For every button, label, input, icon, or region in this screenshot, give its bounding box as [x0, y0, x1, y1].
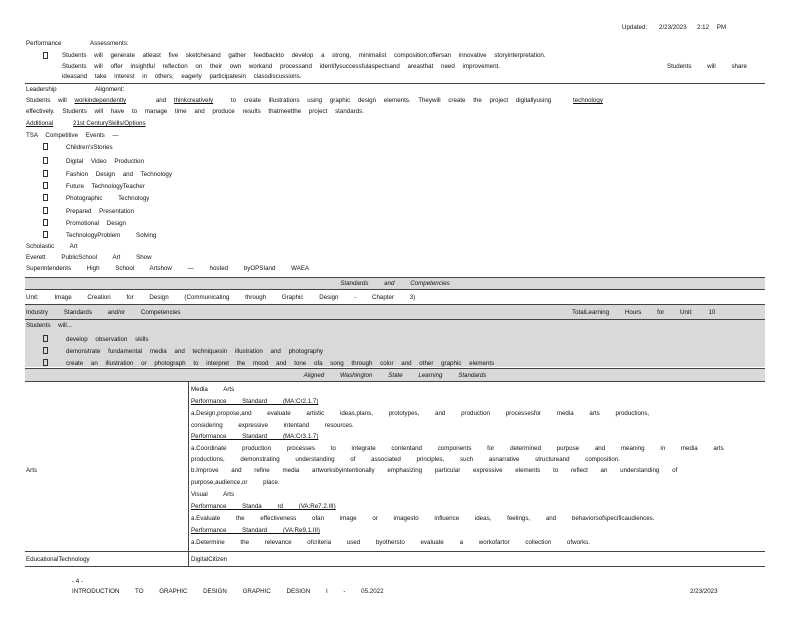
everett-art-show: Everett PublicSchool Art Show: [26, 254, 152, 261]
bullet-box-icon: [43, 359, 48, 366]
standard-text: purpose,audience,or place.: [191, 479, 280, 486]
additional-skills: 21st CenturySkills/Options: [73, 120, 146, 127]
bullet-box-icon: [43, 207, 48, 214]
footer-date: 2/23/2023: [690, 588, 718, 595]
standard-text: considering expressive intentand resources.: [191, 422, 354, 429]
tsa-item: Promotional Design: [43, 219, 126, 227]
bullet-box-icon: [43, 347, 48, 354]
bullet-box-icon: [43, 157, 48, 164]
tsa-item: Digital Video Production: [43, 157, 144, 165]
assessments-title: Assessments:: [90, 40, 129, 47]
leadership-line-1: [26, 97, 603, 104]
scholastic-art: Scholastic Art: [26, 243, 78, 250]
performance-line-2-end: Students will share: [667, 63, 747, 70]
bullet-box-icon: [43, 194, 48, 201]
visual-arts-heading: Visual Arts: [191, 491, 235, 498]
performance-standard: Performance Standard (VA:Re9.1.III): [191, 527, 320, 534]
updated-date: 2/23/2023: [659, 24, 687, 31]
performance-standard: Performance Standard (MA:Cr2.1.7): [191, 398, 319, 405]
competency-item: demonstrate fundamental media and techniquesin illustration and photography: [43, 347, 323, 355]
leadership-title: Leadership: [26, 86, 57, 93]
industry-standards-title: Industry Standards and/or Competencies: [26, 309, 181, 316]
leadership-text-u2: thinkcreatively: [173, 97, 214, 104]
divider: [25, 381, 765, 382]
standards-title: Standards and Competencies: [340, 280, 450, 287]
tsa-item: TechnologyProblem Solving: [43, 231, 156, 239]
divider: [25, 277, 765, 278]
leadership-text-c: to create illustrations using graphic design elements. Theywill create the project digitallyusing: [230, 97, 552, 104]
divider: [25, 83, 765, 84]
tsa-item: Prepared Presentation: [43, 207, 134, 215]
edtech-value: DigitalCitizen: [191, 556, 228, 563]
tsa-item: Children'sStories: [43, 143, 113, 151]
bullet-box-icon: [43, 231, 48, 238]
leadership-text-u3: technology: [572, 97, 603, 104]
unit-line: Unit: Image Creation for Design (Communicating through Graphic Design - Chapter 3): [26, 294, 416, 301]
aligned-title: Aligned Washington State Learning Standards: [303, 372, 487, 379]
updated-time: 2:12 PM: [697, 24, 727, 31]
bullet-box-icon: [43, 335, 48, 342]
standard-text: a.Coordinate production processes to integrate contentand components for determined purpose and meaning in media arts: [191, 445, 724, 452]
performance-line-2: Students will offer insightful reflection on their own workand processand identifysuccessfulaspectsand areasthat need improvement.: [62, 63, 500, 70]
footer-course: INTRODUCTION TO GRAPHIC DESIGN GRAPHIC DESIGN I - 05.2022: [72, 588, 384, 595]
competency-item: create an illustration or photograph to interpret the mood and tone ofa song through color and other graphic elements: [43, 359, 494, 367]
standard-text: productions, demonstrating understanding of associated principles, such asnarrative structureand composition.: [191, 456, 621, 463]
leadership-line-2: effectively. Students will have to manage time and produce results thatmeetthe project standards.: [26, 108, 364, 115]
additional-title: Additional: [26, 120, 54, 127]
standard-text: a.Determine the relevance ofcriteria used byothersto evaluate a workofartor collection ofworks.: [191, 539, 590, 546]
competency-item: develop observation skills: [43, 335, 149, 343]
superintendents-art-show: Superintendents High School Artshow — hosted byOPSIand WAEA: [26, 265, 310, 272]
divider: [25, 319, 765, 320]
standard-text: a.Evaluate the effectiveness ofan image or imagesto influence ideas, feelings, and behaviorsofspecificaudiences.: [191, 515, 655, 522]
media-arts-heading: Media Arts: [191, 386, 235, 393]
students-will: Students will...: [26, 322, 72, 329]
divider: [25, 566, 765, 567]
performance-title: Performance: [26, 40, 62, 47]
performance-line-1: Students will generate atleast five sketchesand gather feedbackto develop a strong, minimalist composition;offersan innovative storyinterpretation.: [62, 52, 546, 59]
updated-label: Updated:: [622, 24, 648, 31]
divider: [25, 551, 765, 552]
bullet-box-icon: [43, 182, 48, 189]
arts-label: Arts: [26, 467, 38, 474]
standard-text: a.Design,propose,and evaluate artistic ideas,plans, prototypes, and production processesfor media arts productions,: [191, 410, 650, 417]
tsa-item: Photographic Technology: [43, 194, 149, 202]
performance-line-3: ideasand take interest in others; eagerly participatesin classdiscussions.: [62, 73, 302, 80]
standard-text: b.Improve and refine media artworksbyintentionally emphasizing particular expressive elements to reflect an understanding of: [191, 467, 678, 474]
tsa-item: Future TechnologyTeacher: [43, 182, 145, 190]
performance-standard: Performance Standard (MA:Cr3.1.7): [191, 433, 319, 440]
divider: [25, 289, 765, 290]
tsa-title: TSA Competitive Events —: [26, 132, 119, 139]
performance-standard: Performance Standa rd (VA:Re7.2.III): [191, 503, 336, 510]
column-divider: [188, 381, 189, 567]
bullet-box-icon: [43, 170, 48, 177]
bullet-box-icon: [43, 143, 48, 150]
total-learning-hours: TotalLearning Hours for Unit: 10: [572, 309, 716, 316]
leadership-text-b: and: [155, 97, 167, 104]
page-number: - 4 -: [72, 578, 84, 585]
tsa-item: Fashion Design and Technology: [43, 170, 172, 178]
bullet-box-icon: [43, 219, 48, 226]
leadership-text-u1: workindependently: [74, 97, 127, 104]
leadership-text-a: Students will: [26, 97, 67, 104]
edtech-label: EducationalTechnology: [26, 556, 90, 563]
alignment-title: Alignment:: [95, 86, 125, 93]
